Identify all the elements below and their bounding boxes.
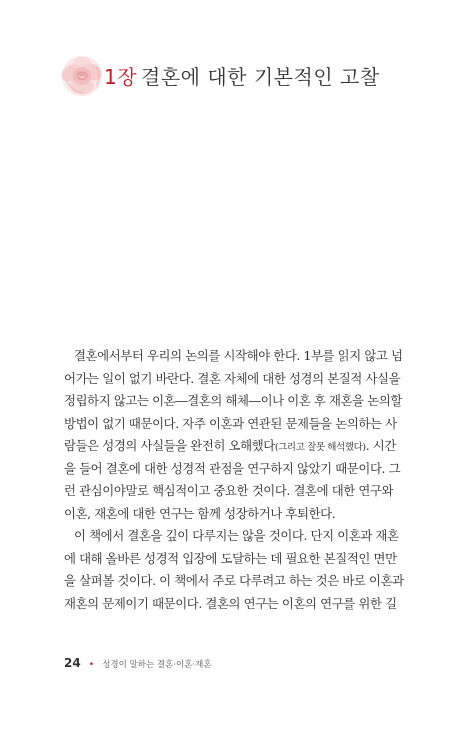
chapter-number: 1장 [104,65,138,89]
body-line-text: 람들은 성경의 사실들을 완전히 오해했다 [64,438,275,453]
body-line: 정립하지 않고는 이혼―결혼의 해체―이나 이혼 후 재혼을 논의할 [64,393,402,408]
body-line: 을 살펴볼 것이다. 이 책에서 주로 다루려고 하는 것은 바로 이혼과 [64,573,404,588]
bullet-icon: • [88,660,95,670]
body-line: 재혼의 문제이기 때문이다. 결혼의 연구는 이혼의 연구를 위한 길 [64,595,397,611]
chapter-title [104,61,380,90]
body-line: 에 대해 올바른 성경적 입장에 도달하는 데 필요한 본질적인 면만 [64,550,397,566]
body-line: 결혼에서부터 우리의 논의를 시작해야 한다. 1부를 읽지 않고 넘 [74,348,403,363]
parenthetical-note: (그리고 잘못 해석했다) [274,442,366,453]
body-line: 런 관심이야말로 핵심적이고 중요한 것이다. 결혼에 대한 연구와 [64,483,394,498]
page-footer [64,652,212,671]
body-line: 이혼, 재혼에 대한 연구는 함께 성장하거나 후퇴한다. [64,505,336,521]
rose-flower-icon [58,52,106,100]
chapter-header [58,52,418,100]
body-line-text: . 시간 [365,438,396,453]
body-line: 방법이 없기 때문이다. 자주 이혼과 연관된 문제들을 논의하는 사 [64,415,397,431]
body-line: 어가는 일이 없기 바란다. 결혼 자체에 대한 성경의 본질적 사실을 [64,370,401,386]
chapter-title-text: 결혼에 대한 기본적인 고찰 [141,65,380,89]
body-text [64,345,412,615]
running-title: 성경이 말하는 결혼·이혼·재혼 [102,660,212,670]
body-line: 을 들어 결혼에 대한 성경적 관점을 연구하지 않았기 때문이다. 그 [64,460,401,476]
body-line [64,435,412,458]
page-number: 24 [64,656,81,670]
body-line: 이 책에서 결혼을 깊이 다루지는 않을 것이다. 단지 이혼과 재혼 [74,528,399,543]
